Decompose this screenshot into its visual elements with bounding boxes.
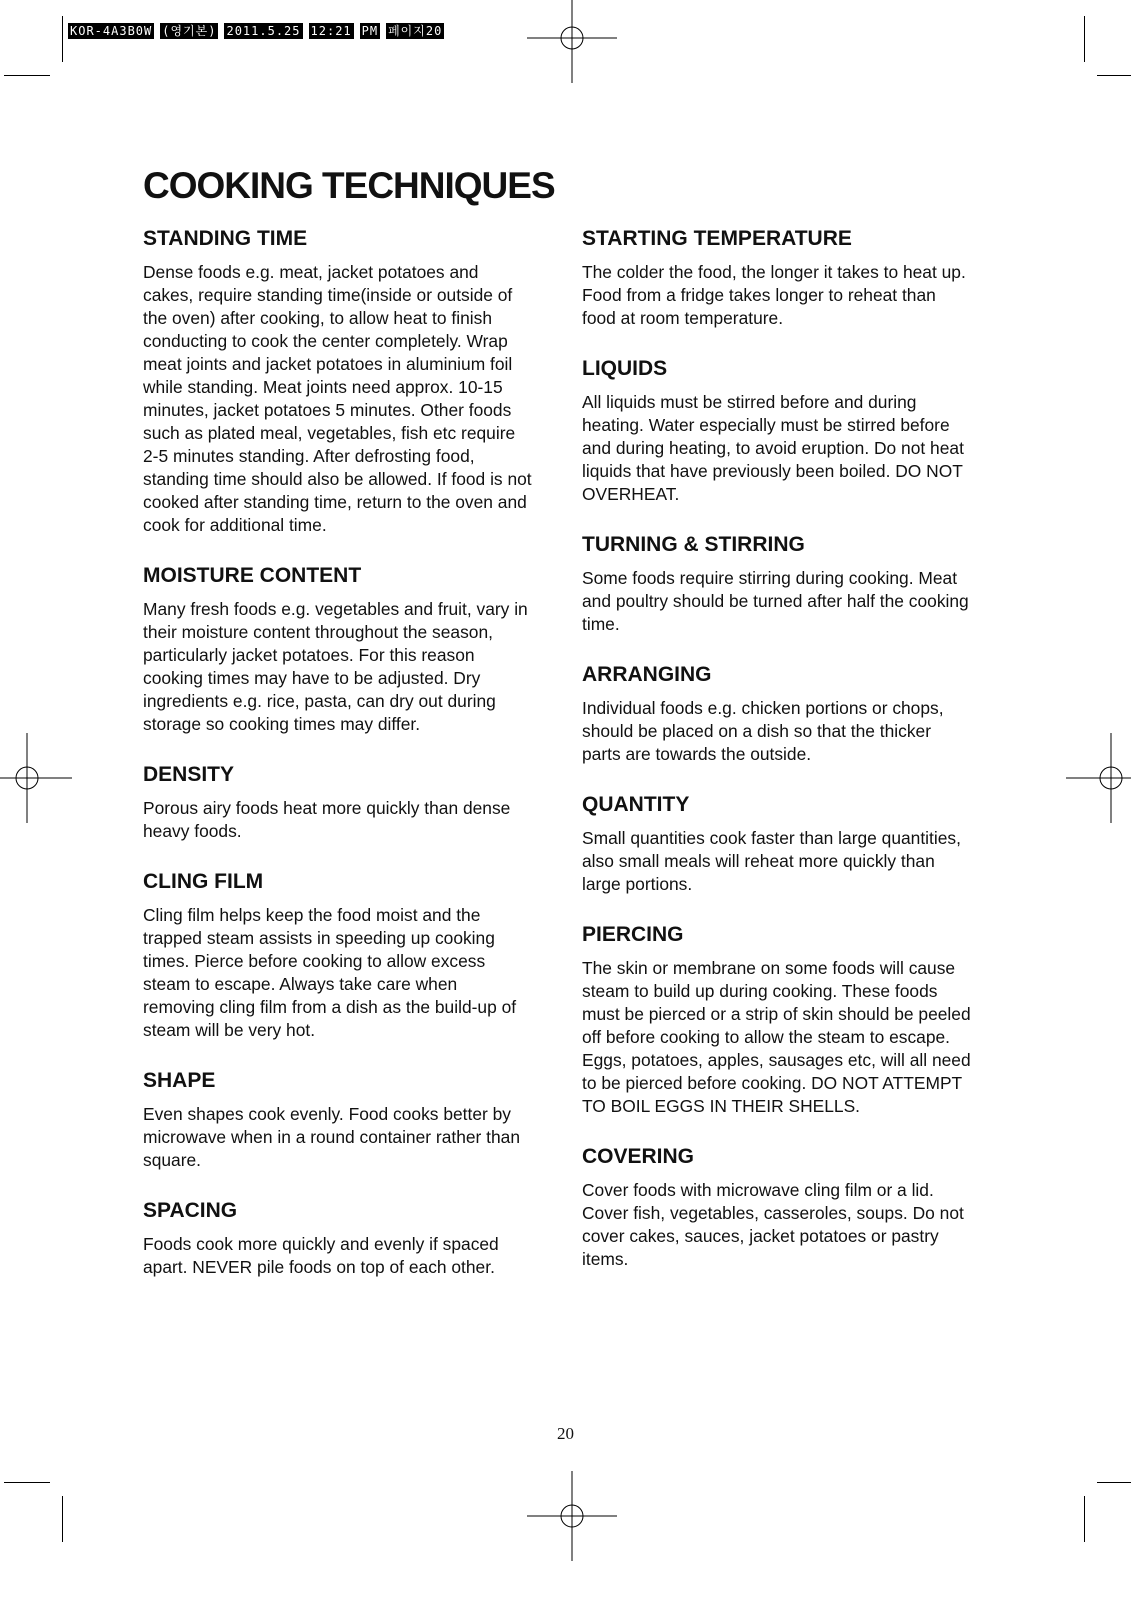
section-body: Small quantities cook faster than large quantities, also small meals will reheat more quickly than large portions.	[582, 828, 961, 894]
registration-mark-left	[0, 733, 72, 823]
crop-mark-bottom-left-horizontal	[4, 1482, 50, 1483]
section-heading: ARRANGING	[582, 663, 712, 686]
section-body: Cover foods with microwave cling film or a lid. Cover fish, vegetables, casseroles, soups. Do not cover cakes, sauces, jacket potatoes or pastry items.	[582, 1180, 964, 1269]
section-piercing	[582, 922, 1002, 1118]
section-heading: STANDING TIME	[143, 227, 308, 250]
crop-mark-bottom-right-horizontal	[1097, 1482, 1131, 1483]
section-covering	[582, 1144, 1002, 1271]
section-heading: DENSITY	[143, 763, 235, 786]
section-body: Individual foods e.g. chicken portions or chops, should be placed on a dish so that the thicker parts are towards the outside.	[582, 698, 944, 764]
slug-ampm: PM	[361, 24, 379, 38]
section-heading: LIQUIDS	[582, 357, 668, 380]
section-moisture-content	[143, 563, 563, 736]
left-column	[143, 226, 563, 1305]
slug-code: KOR-4A3B0W	[70, 24, 153, 38]
section-heading: COVERING	[582, 1145, 695, 1168]
section-body: Foods cook more quickly and evenly if spaced apart. NEVER pile foods on top of each other.	[143, 1234, 499, 1277]
crop-mark-bottom-right-vertical	[1084, 1496, 1085, 1542]
section-heading: SHAPE	[143, 1069, 216, 1092]
registration-mark-bottom	[527, 1471, 617, 1561]
slug-page-label: 페이지20	[388, 24, 443, 38]
section-heading: SPACING	[143, 1199, 238, 1222]
crop-mark-top-left-vertical	[62, 16, 63, 62]
section-heading: CLING FILM	[143, 870, 264, 893]
slug-date: 2011.5.25	[226, 24, 301, 38]
page-title: COOKING TECHNIQUES	[143, 165, 555, 206]
section-body: Some foods require stirring during cooking. Meat and poultry should be turned after half the cooking time.	[582, 568, 969, 634]
registration-mark-right	[1066, 733, 1131, 823]
section-arranging	[582, 662, 1002, 766]
section-heading: STARTING TEMPERATURE	[582, 227, 852, 250]
section-body: The colder the food, the longer it takes to heat up. Food from a fridge takes longer to reheat than food at room temperature.	[582, 262, 966, 328]
section-heading: QUANTITY	[582, 793, 690, 816]
section-body: All liquids must be stirred before and during heating. Water especially must be stirred before and during heating, to avoid eruption. Do not heat liquids that have previously been boiled. DO NOT OVERHEAT.	[582, 392, 964, 504]
section-shape	[143, 1068, 563, 1172]
section-body: Many fresh foods e.g. vegetables and fruit, vary in their moisture content throughout the season, particularly jacket potatoes. For this reason cooking times may have to be adjusted. Dry ingredients e.g. rice, pasta, can dry out during storage so cooking times may differ.	[143, 599, 528, 734]
section-heading: MOISTURE CONTENT	[143, 564, 362, 587]
section-heading: PIERCING	[582, 923, 684, 946]
registration-mark-top	[527, 0, 617, 83]
section-body: Even shapes cook evenly. Food cooks better by microwave when in a round container rather than square.	[143, 1104, 521, 1170]
section-cling-film	[143, 869, 563, 1042]
page-number: 20	[557, 1424, 574, 1443]
crop-mark-top-right-vertical	[1084, 16, 1085, 62]
slug-time: 12:21	[310, 24, 352, 38]
section-body: Dense foods e.g. meat, jacket potatoes and cakes, require standing time(inside or outside of the oven) after cooking, to allow heat to finish conducting to cook the center completely. Wrap meat joints and jacket potatoes in aluminium foil while standing. Meat joints need approx. 10-15 minutes, jacket potatoes 5 minutes. Other foods such as plated meal, vegetables, fish etc require 2-5 minutes standing. After defrosting food, standing time should also be allowed. If food is not cooked after standing time, return to the oven and cook for additional time.	[143, 262, 532, 535]
section-body: Cling film helps keep the food moist and the trapped steam assists in speeding up cooking times. Pierce before cooking to allow excess steam to escape. Always take care when removing cling film from a dish as the build-up of steam will be very hot.	[143, 905, 517, 1040]
section-body: Porous airy foods heat more quickly than dense heavy foods.	[143, 798, 511, 841]
section-quantity	[582, 792, 1002, 896]
section-turning-stirring	[582, 532, 1002, 636]
section-heading: TURNING & STIRRING	[582, 533, 805, 556]
slug-edition: (영기본)	[162, 24, 217, 38]
crop-mark-top-right-horizontal	[1097, 75, 1131, 76]
section-body: The skin or membrane on some foods will cause steam to build up during cooking. These foods must be pierced or a strip of skin should be peeled off before cooking to allow the steam to escape. Eggs, potatoes, apples, sausages etc, will all need to be pierced before cooking. DO NOT ATTEMPT TO BOIL EGGS IN THEIR SHELLS.	[582, 958, 971, 1116]
section-liquids	[582, 356, 1002, 506]
section-standing-time	[143, 226, 563, 537]
section-spacing	[143, 1198, 563, 1279]
section-density	[143, 762, 563, 843]
print-slug	[68, 23, 450, 39]
section-starting-temperature	[582, 226, 1002, 330]
crop-mark-top-left-horizontal	[4, 75, 50, 76]
right-column	[582, 226, 1002, 1297]
crop-mark-bottom-left-vertical	[62, 1496, 63, 1542]
